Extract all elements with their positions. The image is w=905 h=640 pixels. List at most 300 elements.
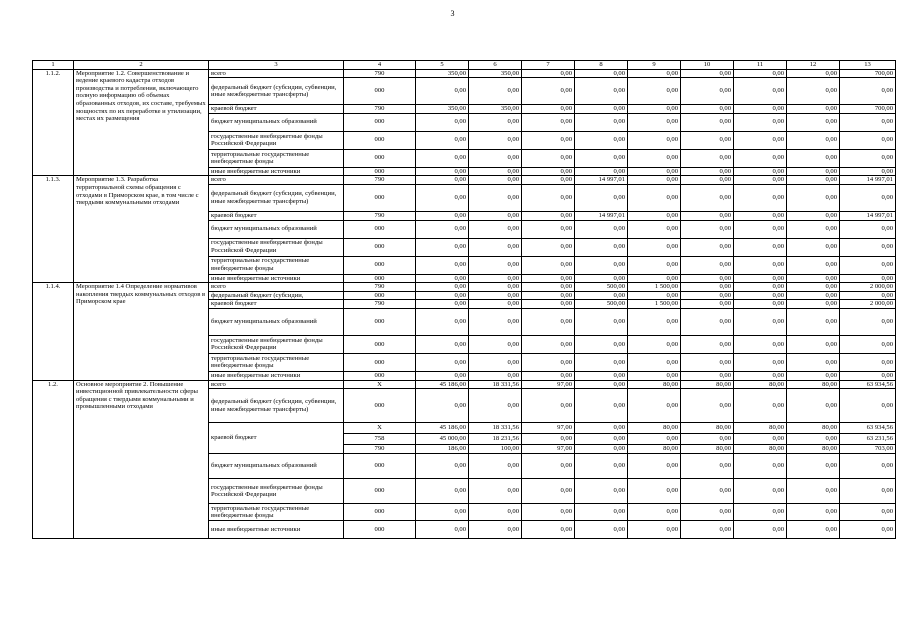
amount-cell: 0,00 [787, 256, 840, 274]
amount-cell: 0,00 [681, 335, 734, 353]
amount-cell: 80,00 [787, 380, 840, 389]
amount-cell: 0,00 [575, 184, 628, 211]
amount-cell: 0,00 [416, 521, 469, 539]
amount-cell: 350,00 [469, 69, 522, 78]
amount-cell: 97,00 [522, 380, 575, 389]
amount-cell: 0,00 [787, 371, 840, 380]
amount-cell: 0,00 [787, 176, 840, 185]
amount-cell: 0,00 [787, 113, 840, 131]
amount-cell: 0,00 [575, 78, 628, 105]
amount-cell: 0,00 [522, 308, 575, 335]
amount-cell: 0,00 [681, 371, 734, 380]
amount-cell: 0,00 [628, 389, 681, 423]
amount-cell: 0,00 [628, 69, 681, 78]
amount-cell: 0,00 [840, 256, 896, 274]
amount-cell: 0,00 [522, 371, 575, 380]
amount-cell: 0,00 [522, 454, 575, 479]
amount-cell: 0,00 [628, 371, 681, 380]
amount-cell: 0,00 [575, 256, 628, 274]
amount-cell: 0,00 [840, 353, 896, 371]
code-cell: 000 [344, 78, 416, 105]
code-cell: 000 [344, 291, 416, 300]
amount-cell: 0,00 [469, 149, 522, 167]
amount-cell: 0,00 [416, 176, 469, 185]
amount-cell: 0,00 [575, 113, 628, 131]
amount-cell: 0,00 [681, 353, 734, 371]
amount-cell: 0,00 [787, 78, 840, 105]
amount-cell: 0,00 [734, 167, 787, 176]
code-cell: 790 [344, 105, 416, 114]
amount-cell: 0,00 [469, 176, 522, 185]
amount-cell: 0,00 [840, 389, 896, 423]
amount-cell: 0,00 [734, 454, 787, 479]
amount-cell: 0,00 [787, 389, 840, 423]
amount-cell: 0,00 [787, 220, 840, 238]
amount-cell: 0,00 [787, 69, 840, 78]
amount-cell: 0,00 [575, 149, 628, 167]
amount-cell: 0,00 [787, 521, 840, 539]
funding-source: иные внебюджетные источники [209, 371, 344, 380]
amount-cell: 0,00 [681, 220, 734, 238]
amount-cell: 45 186,00 [416, 423, 469, 434]
amount-cell: 0,00 [469, 504, 522, 521]
amount-cell: 0,00 [469, 283, 522, 292]
amount-cell: 0,00 [522, 256, 575, 274]
amount-cell: 350,00 [416, 105, 469, 114]
amount-cell: 0,00 [681, 131, 734, 149]
amount-cell: 0,00 [840, 238, 896, 256]
amount-cell: 0,00 [734, 131, 787, 149]
amount-cell: 0,00 [416, 274, 469, 283]
amount-cell: 0,00 [734, 113, 787, 131]
amount-cell: 0,00 [734, 149, 787, 167]
table-row [33, 380, 896, 389]
amount-cell: 0,00 [681, 274, 734, 283]
amount-cell: 14 997,01 [575, 176, 628, 185]
code-cell: 000 [344, 521, 416, 539]
amount-cell: 0,00 [469, 274, 522, 283]
column-number-header: 11 [734, 61, 787, 70]
amount-cell: 0,00 [840, 504, 896, 521]
amount-cell: 0,00 [681, 389, 734, 423]
event-name: Мероприятие 1.3. Разработка территориальной схемы обращения с отходами в Приморском крае, в том числе с твердыми коммунальными отходами [74, 176, 209, 283]
amount-cell: 700,00 [840, 69, 896, 78]
amount-cell: 0,00 [628, 167, 681, 176]
funding-source: государственные внебюджетные фонды Российской Федерации [209, 238, 344, 256]
code-cell: 790 [344, 445, 416, 454]
amount-cell: 0,00 [522, 335, 575, 353]
amount-cell: 0,00 [681, 78, 734, 105]
amount-cell: 0,00 [787, 300, 840, 309]
amount-cell: 0,00 [416, 113, 469, 131]
amount-cell: 0,00 [787, 211, 840, 220]
amount-cell: 0,00 [522, 167, 575, 176]
amount-cell: 0,00 [734, 291, 787, 300]
amount-cell: 0,00 [522, 504, 575, 521]
amount-cell: 0,00 [416, 389, 469, 423]
amount-cell: 0,00 [840, 521, 896, 539]
amount-cell: 0,00 [416, 167, 469, 176]
amount-cell: 0,00 [681, 256, 734, 274]
amount-cell: 0,00 [787, 434, 840, 445]
column-number-header: 9 [628, 61, 681, 70]
funding-source: иные внебюджетные источники [209, 274, 344, 283]
funding-source: всего [209, 380, 344, 389]
amount-cell: 80,00 [681, 423, 734, 434]
amount-cell: 0,00 [416, 238, 469, 256]
amount-cell: 0,00 [734, 69, 787, 78]
amount-cell: 0,00 [469, 256, 522, 274]
amount-cell: 0,00 [681, 149, 734, 167]
amount-cell: 0,00 [787, 335, 840, 353]
table-row [33, 176, 896, 185]
amount-cell: 0,00 [628, 238, 681, 256]
amount-cell: 0,00 [575, 504, 628, 521]
amount-cell: 0,00 [575, 454, 628, 479]
amount-cell: 0,00 [469, 521, 522, 539]
amount-cell: 0,00 [734, 504, 787, 521]
funding-source: бюджет муниципальных образований [209, 454, 344, 479]
funding-source: государственные внебюджетные фонды Российской Федерации [209, 479, 344, 504]
header-row [33, 61, 896, 70]
amount-cell: 0,00 [628, 105, 681, 114]
amount-cell: 0,00 [469, 371, 522, 380]
amount-cell: 0,00 [734, 283, 787, 292]
item-number: 1.1.2. [33, 69, 74, 176]
amount-cell: 0,00 [469, 167, 522, 176]
amount-cell: 0,00 [416, 220, 469, 238]
amount-cell: 0,00 [575, 389, 628, 423]
amount-cell: 80,00 [628, 380, 681, 389]
amount-cell: 0,00 [840, 113, 896, 131]
amount-cell: 1 500,00 [628, 283, 681, 292]
amount-cell: 0,00 [575, 69, 628, 78]
amount-cell: 0,00 [734, 274, 787, 283]
amount-cell: 0,00 [416, 479, 469, 504]
funding-source: всего [209, 176, 344, 185]
amount-cell: 0,00 [840, 131, 896, 149]
amount-cell: 0,00 [840, 454, 896, 479]
amount-cell: 0,00 [522, 274, 575, 283]
column-number-header: 7 [522, 61, 575, 70]
amount-cell: 80,00 [734, 445, 787, 454]
amount-cell: 0,00 [522, 131, 575, 149]
amount-cell: 0,00 [575, 308, 628, 335]
table-row [33, 69, 896, 78]
amount-cell: 0,00 [575, 371, 628, 380]
amount-cell: 0,00 [416, 256, 469, 274]
column-number-header: 12 [787, 61, 840, 70]
amount-cell: 700,00 [840, 105, 896, 114]
amount-cell: 0,00 [416, 353, 469, 371]
amount-cell: 0,00 [522, 521, 575, 539]
amount-cell: 100,00 [469, 445, 522, 454]
amount-cell: 0,00 [575, 434, 628, 445]
amount-cell: 0,00 [681, 308, 734, 335]
amount-cell: 0,00 [787, 291, 840, 300]
table-row [33, 283, 896, 292]
page-number: 3 [450, 9, 455, 18]
code-cell: 000 [344, 238, 416, 256]
amount-cell: 0,00 [469, 211, 522, 220]
amount-cell: 0,00 [469, 131, 522, 149]
amount-cell: 0,00 [575, 220, 628, 238]
amount-cell: 0,00 [575, 445, 628, 454]
amount-cell: 0,00 [522, 479, 575, 504]
amount-cell: 0,00 [787, 454, 840, 479]
amount-cell: 14 997,01 [575, 211, 628, 220]
amount-cell: 0,00 [734, 256, 787, 274]
amount-cell: 0,00 [416, 131, 469, 149]
amount-cell: 80,00 [734, 423, 787, 434]
amount-cell: 350,00 [469, 105, 522, 114]
amount-cell: 0,00 [469, 238, 522, 256]
code-cell: 000 [344, 504, 416, 521]
amount-cell: 0,00 [628, 78, 681, 105]
amount-cell: 2 000,00 [840, 283, 896, 292]
budget-table [32, 60, 896, 539]
amount-cell: 0,00 [522, 149, 575, 167]
amount-cell: 0,00 [628, 504, 681, 521]
item-number: 1.1.4. [33, 283, 74, 380]
amount-cell: 0,00 [681, 176, 734, 185]
amount-cell: 0,00 [522, 220, 575, 238]
amount-cell: 1 500,00 [628, 300, 681, 309]
amount-cell: 0,00 [628, 291, 681, 300]
amount-cell: 0,00 [575, 353, 628, 371]
amount-cell: 0,00 [469, 353, 522, 371]
amount-cell: 0,00 [628, 113, 681, 131]
funding-source: федеральный бюджет (субсидии, [209, 291, 344, 300]
amount-cell: 0,00 [416, 371, 469, 380]
code-cell: 000 [344, 353, 416, 371]
amount-cell: 0,00 [522, 238, 575, 256]
amount-cell: 0,00 [734, 176, 787, 185]
amount-cell: 0,00 [522, 176, 575, 185]
amount-cell: 0,00 [787, 479, 840, 504]
amount-cell: 0,00 [840, 220, 896, 238]
amount-cell: 0,00 [787, 184, 840, 211]
column-number-header: 1 [33, 61, 74, 70]
amount-cell: 0,00 [787, 105, 840, 114]
amount-cell: 0,00 [522, 113, 575, 131]
amount-cell: 0,00 [469, 389, 522, 423]
amount-cell: 186,00 [416, 445, 469, 454]
amount-cell: 703,00 [840, 445, 896, 454]
amount-cell: 0,00 [575, 521, 628, 539]
amount-cell: 0,00 [734, 389, 787, 423]
amount-cell: 97,00 [522, 423, 575, 434]
funding-source: краевой бюджет [209, 423, 344, 454]
amount-cell: 0,00 [416, 300, 469, 309]
funding-source: всего [209, 283, 344, 292]
amount-cell: 0,00 [840, 149, 896, 167]
event-name: Мероприятие 1.4 Определение нормативов накопления твердых коммунальных отходов в Приморском крае [74, 283, 209, 380]
amount-cell: 0,00 [734, 353, 787, 371]
amount-cell: 0,00 [734, 308, 787, 335]
amount-cell: 63 934,56 [840, 423, 896, 434]
amount-cell: 0,00 [787, 504, 840, 521]
amount-cell: 0,00 [628, 220, 681, 238]
amount-cell: 0,00 [840, 308, 896, 335]
amount-cell: 0,00 [469, 184, 522, 211]
code-cell: 758 [344, 434, 416, 445]
code-cell: 000 [344, 113, 416, 131]
amount-cell: 0,00 [469, 113, 522, 131]
column-number-header: 13 [840, 61, 896, 70]
event-name: Мероприятие 1.2. Совершенствование и ведение краевого кадастра отходов производства и потребления, включающего полную информацию об объемах образованных отходов, их составе, требуемых мощностях по их переработке и утилизации, местах их размещения [74, 69, 209, 176]
amount-cell: 0,00 [681, 479, 734, 504]
amount-cell: 0,00 [575, 479, 628, 504]
code-cell: 790 [344, 176, 416, 185]
amount-cell: 0,00 [840, 274, 896, 283]
amount-cell: 0,00 [628, 256, 681, 274]
amount-cell: 0,00 [522, 389, 575, 423]
column-number-header: 10 [681, 61, 734, 70]
amount-cell: 0,00 [522, 69, 575, 78]
amount-cell: 0,00 [734, 434, 787, 445]
amount-cell: 0,00 [681, 504, 734, 521]
funding-source: бюджет муниципальных образований [209, 308, 344, 335]
amount-cell: 0,00 [416, 283, 469, 292]
funding-source: федеральный бюджет (субсидии, субвенции, иные межбюджетные трансферты) [209, 78, 344, 105]
amount-cell: 0,00 [681, 434, 734, 445]
code-cell: 000 [344, 149, 416, 167]
amount-cell: 0,00 [840, 335, 896, 353]
amount-cell: 0,00 [681, 238, 734, 256]
amount-cell: 0,00 [416, 454, 469, 479]
amount-cell: 80,00 [681, 380, 734, 389]
amount-cell: 0,00 [522, 300, 575, 309]
code-cell: 000 [344, 131, 416, 149]
amount-cell: 0,00 [469, 300, 522, 309]
amount-cell: 0,00 [575, 423, 628, 434]
code-cell: 000 [344, 274, 416, 283]
amount-cell: 0,00 [734, 371, 787, 380]
amount-cell: 500,00 [575, 283, 628, 292]
funding-source: краевой бюджет [209, 211, 344, 220]
amount-cell: 0,00 [681, 105, 734, 114]
amount-cell: 80,00 [628, 423, 681, 434]
amount-cell: 0,00 [734, 105, 787, 114]
item-number: 1.2. [33, 380, 74, 539]
amount-cell: 0,00 [522, 184, 575, 211]
code-cell: 000 [344, 389, 416, 423]
amount-cell: 0,00 [575, 274, 628, 283]
funding-source: государственные внебюджетные фонды Российской Федерации [209, 335, 344, 353]
amount-cell: 2 000,00 [840, 300, 896, 309]
event-name: Основное мероприятие 2. Повышение инвестиционной привлекательности сферы обращения с твердыми коммунальными и промышленными отходами [74, 380, 209, 539]
item-number: 1.1.3. [33, 176, 74, 283]
amount-cell: 0,00 [628, 353, 681, 371]
amount-cell: 0,00 [628, 479, 681, 504]
amount-cell: 0,00 [416, 184, 469, 211]
amount-cell: 63 934,56 [840, 380, 896, 389]
amount-cell: 0,00 [469, 291, 522, 300]
funding-source: иные внебюджетные источники [209, 521, 344, 539]
column-number-header: 3 [209, 61, 344, 70]
amount-cell: 0,00 [416, 149, 469, 167]
amount-cell: 0,00 [681, 69, 734, 78]
amount-cell: 0,00 [628, 211, 681, 220]
amount-cell: 14 997,01 [840, 176, 896, 185]
amount-cell: 0,00 [734, 521, 787, 539]
amount-cell: 0,00 [522, 353, 575, 371]
amount-cell: 0,00 [469, 308, 522, 335]
amount-cell: 0,00 [522, 283, 575, 292]
amount-cell: 0,00 [787, 283, 840, 292]
amount-cell: 45 000,00 [416, 434, 469, 445]
code-cell: 790 [344, 300, 416, 309]
amount-cell: 0,00 [734, 300, 787, 309]
amount-cell: 80,00 [628, 445, 681, 454]
amount-cell: 80,00 [681, 445, 734, 454]
funding-source: бюджет муниципальных образований [209, 113, 344, 131]
amount-cell: 0,00 [628, 308, 681, 335]
amount-cell: 0,00 [734, 78, 787, 105]
funding-source: краевой бюджет [209, 105, 344, 114]
amount-cell: 0,00 [628, 184, 681, 211]
amount-cell: 0,00 [787, 353, 840, 371]
amount-cell: 0,00 [469, 78, 522, 105]
amount-cell: 0,00 [522, 78, 575, 105]
column-number-header: 2 [74, 61, 209, 70]
amount-cell: 18 331,56 [469, 423, 522, 434]
amount-cell: 500,00 [575, 300, 628, 309]
funding-source: иные внебюджетные источники [209, 167, 344, 176]
amount-cell: 0,00 [628, 176, 681, 185]
amount-cell: 0,00 [628, 274, 681, 283]
code-cell: 000 [344, 308, 416, 335]
amount-cell: 80,00 [787, 445, 840, 454]
amount-cell: 0,00 [469, 479, 522, 504]
amount-cell: 0,00 [840, 479, 896, 504]
amount-cell: 0,00 [734, 238, 787, 256]
amount-cell: 0,00 [681, 184, 734, 211]
amount-cell: 0,00 [787, 308, 840, 335]
amount-cell: 0,00 [840, 167, 896, 176]
amount-cell: 0,00 [681, 454, 734, 479]
amount-cell: 80,00 [734, 380, 787, 389]
column-number-header: 5 [416, 61, 469, 70]
amount-cell: 0,00 [628, 335, 681, 353]
amount-cell: 0,00 [681, 167, 734, 176]
amount-cell: 0,00 [575, 131, 628, 149]
amount-cell: 18 331,56 [469, 380, 522, 389]
amount-cell: 350,00 [416, 69, 469, 78]
code-cell: 000 [344, 335, 416, 353]
amount-cell: 0,00 [734, 335, 787, 353]
amount-cell: 0,00 [681, 521, 734, 539]
amount-cell: 0,00 [575, 167, 628, 176]
amount-cell: 0,00 [734, 220, 787, 238]
code-cell: 000 [344, 479, 416, 504]
amount-cell: 0,00 [787, 238, 840, 256]
column-number-header: 4 [344, 61, 416, 70]
code-cell: 000 [344, 167, 416, 176]
amount-cell: 18 231,56 [469, 434, 522, 445]
amount-cell: 0,00 [522, 211, 575, 220]
funding-source: бюджет муниципальных образований [209, 220, 344, 238]
amount-cell: 0,00 [787, 167, 840, 176]
amount-cell: 0,00 [416, 291, 469, 300]
funding-source: всего [209, 69, 344, 78]
amount-cell: 0,00 [787, 131, 840, 149]
amount-cell: 0,00 [416, 78, 469, 105]
amount-cell: 0,00 [840, 371, 896, 380]
amount-cell: 0,00 [575, 238, 628, 256]
amount-cell: 80,00 [787, 423, 840, 434]
